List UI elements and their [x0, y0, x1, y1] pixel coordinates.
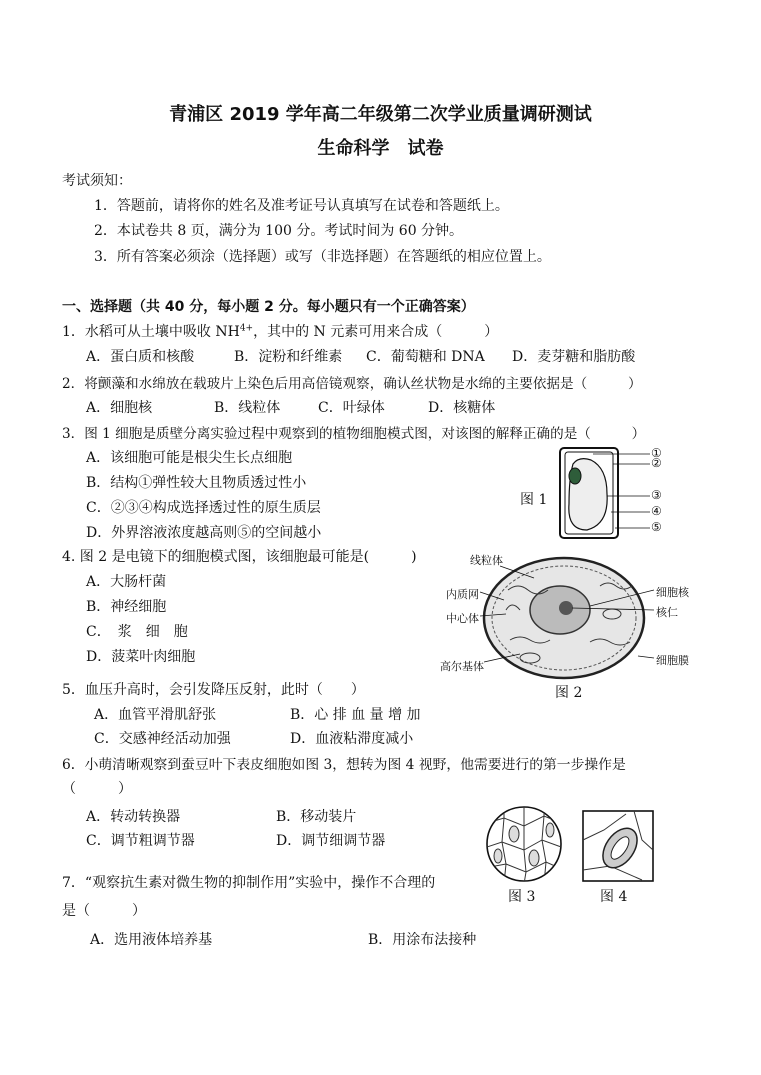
q2-option-c: C．叶绿体: [318, 400, 385, 416]
q6-option-b: B．移动装片: [276, 809, 357, 825]
figure-2: [440, 550, 700, 698]
fig1-label-4: ④: [651, 504, 662, 518]
q3-option-b: B．结构①弹性较大且物质透过性小: [86, 475, 307, 491]
q7-option-b: B．用涂布法接种: [368, 932, 477, 948]
notice-item-1: 1．答题前，请将你的姓名及准考证号认真填写在试卷和答题纸上。: [94, 198, 509, 214]
fig2-label-golgi: 高尔基体: [440, 660, 484, 673]
figure-3-caption: 图 3: [508, 889, 536, 905]
q5-option-c: C．交感神经活动加强: [94, 731, 231, 747]
fig2-label-membrane: 细胞膜: [656, 654, 689, 667]
figure-4: [582, 810, 654, 882]
q4-option-a: A．大肠杆菌: [86, 574, 167, 590]
page-title: 青浦区 2019 学年高二年级第二次学业质量调研测试: [169, 104, 592, 125]
q2-option-a: A．细胞核: [86, 400, 153, 416]
q4-option-d: D．菠菜叶肉细胞: [86, 649, 196, 665]
notice-heading: 考试须知：: [62, 173, 132, 189]
q4-option-c: C． 浆 细 胞: [86, 624, 188, 640]
q5-option-d: D．血液粘滞度减小: [290, 731, 414, 747]
fig1-label-5: ⑤: [651, 520, 662, 534]
q3-option-d: D．外界溶液浓度越高则⑤的空间越小: [86, 525, 322, 541]
fig2-label-centriole: 中心体: [446, 612, 479, 625]
question-7-stem-line2: 是（ ）: [62, 903, 146, 919]
q6-option-a: A．转动转换器: [86, 809, 181, 825]
question-7-stem-line1: 7．“观察抗生素对微生物的抑制作用”实验中，操作不合理的: [62, 875, 436, 891]
q1-option-b: B．淀粉和纤维素: [234, 349, 343, 365]
fig1-label-1: ①: [651, 446, 662, 460]
figure-4-caption: 图 4: [600, 889, 628, 905]
q6-option-d: D．调节细调节器: [276, 833, 386, 849]
fig2-label-mitochondria: 线粒体: [470, 554, 503, 567]
figure-2-caption: 图 2: [555, 685, 583, 701]
q2-option-b: B．线粒体: [214, 400, 281, 416]
epidermis-low-mag-diagram: [484, 804, 564, 884]
q5-option-a: A．血管平滑肌舒张: [94, 707, 217, 723]
figure-1-caption: 图 1: [520, 492, 548, 508]
page-subtitle: 生命科学 试卷: [317, 138, 444, 159]
question-5-stem: 5．血压升高时，会引发降压反射，此时（ ）: [62, 682, 365, 698]
q1-option-a: A．蛋白质和核酸: [86, 349, 195, 365]
notice-item-2: 2．本试卷共 8 页，满分为 100 分。考试时间为 60 分钟。: [94, 223, 464, 239]
fig2-label-er: 内质网: [446, 588, 479, 601]
fig2-label-nucleus: 细胞核: [656, 586, 689, 599]
q2-option-d: D．核糖体: [428, 400, 496, 416]
question-6-stem-line2: （ ）: [62, 781, 132, 797]
q6-option-c: C．调节粗调节器: [86, 833, 195, 849]
question-6-stem-line1: 6．小萌清晰观察到蚕豆叶下表皮细胞如图 3，想转为图 4 视野，他需要进行的第一步操作是: [62, 757, 626, 773]
question-1-stem: [62, 321, 498, 341]
q3-option-a: A．该细胞可能是根尖生长点细胞: [86, 450, 293, 466]
q1-stem-part-a: 1．水稻可从土壤中吸收 NH: [62, 324, 240, 340]
notice-item-3: 3．所有答案必须涂（选择题）或写（非选择题）在答题纸的相应位置上。: [94, 249, 551, 265]
section-heading: 一、选择题（共 40 分，每小题 2 分。每小题只有一个正确答案）: [62, 299, 475, 315]
question-3-stem: 3．图 1 细胞是质壁分离实验过程中观察到的植物细胞模式图，对该图的解释正确的是（ ）: [62, 426, 646, 442]
q1-option-d: D．麦芽糖和脂肪酸: [512, 349, 636, 365]
q3-option-c: C．②③④构成选择透过性的原生质层: [86, 500, 321, 516]
q1-option-c: C．葡萄糖和 DNA: [366, 349, 485, 365]
q1-stem-part-b: ，其中的 N 元素可用来合成（ ）: [253, 324, 499, 340]
q7-option-a: A．选用液体培养基: [90, 932, 213, 948]
q5-option-b: B．心 排 血 量 增 加: [290, 707, 421, 723]
fig2-label-nucleolus: 核仁: [656, 606, 678, 619]
q4-option-b: B．神经细胞: [86, 599, 167, 615]
question-4-stem: 4. 图 2 是电镜下的细胞模式图，该细胞最可能是( ): [62, 549, 417, 565]
stomata-high-mag-diagram: [582, 810, 654, 882]
fig1-label-2: ②: [651, 456, 662, 470]
q1-stem-sup: 4+: [239, 323, 254, 334]
fig1-label-3: ③: [651, 488, 662, 502]
question-2-stem: 2．将颤藻和水绵放在载玻片上染色后用高倍镜观察，确认丝状物是水绵的主要依据是（ ）: [62, 376, 642, 392]
